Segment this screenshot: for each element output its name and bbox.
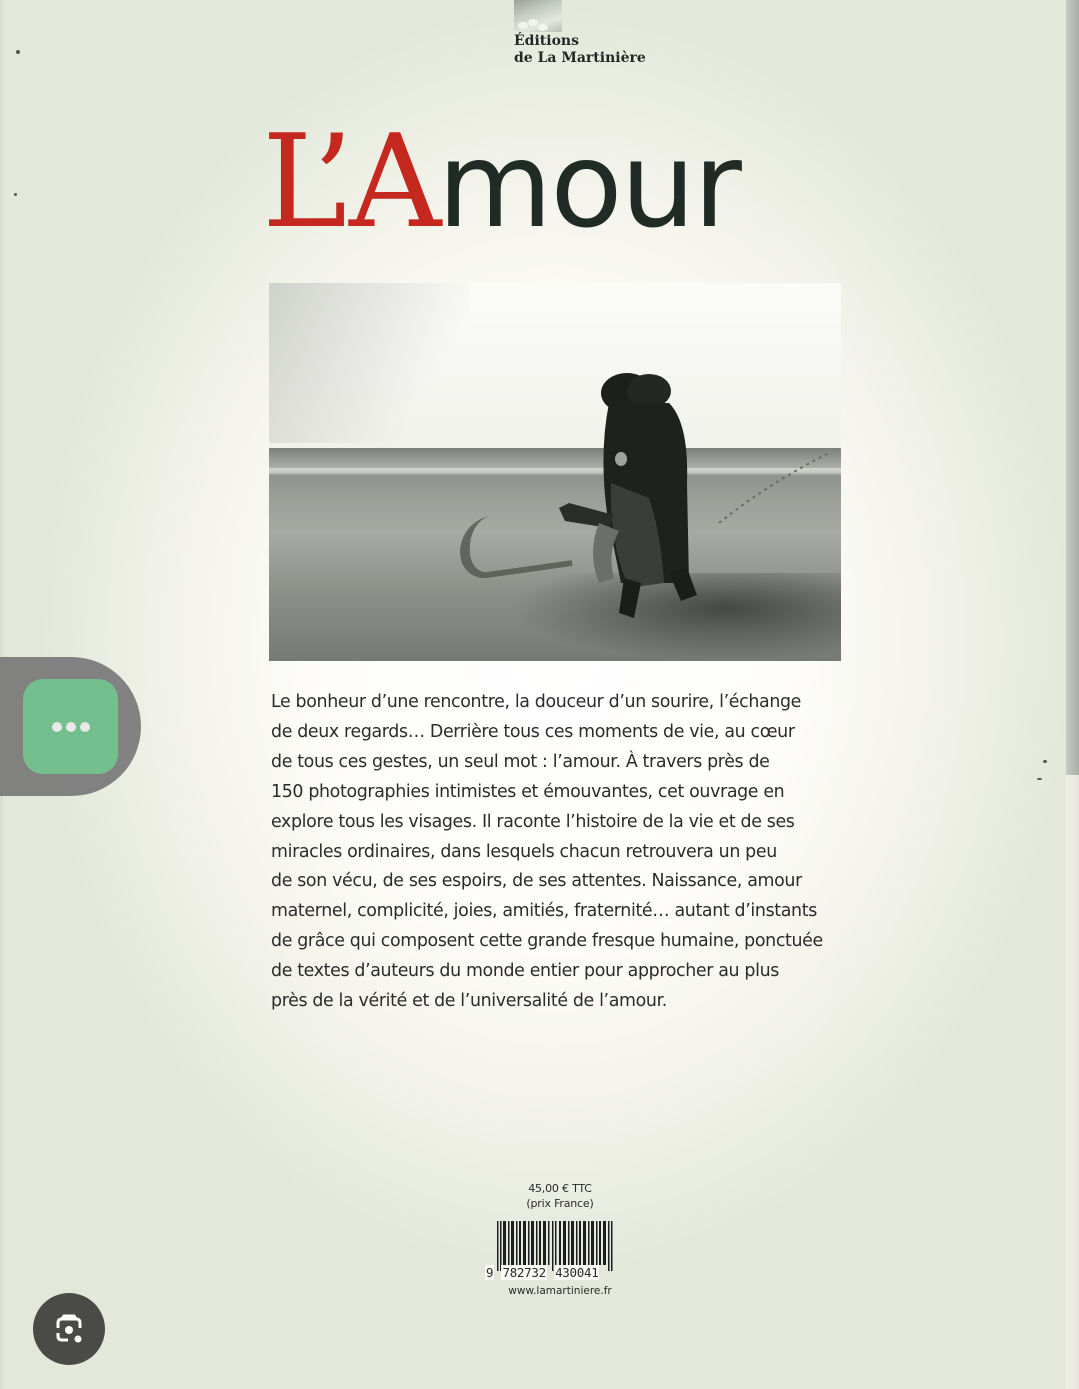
dust-speck [16, 50, 20, 54]
blurb-line: de grâce qui composent cette grande fresque humaine, ponctuée [271, 931, 823, 952]
isbn-group1: 782732 [502, 1265, 546, 1280]
more-options-button[interactable] [23, 679, 118, 774]
blurb-line: explore tous les visages. Il raconte l’histoire de la vie et de ses [271, 811, 795, 832]
blurb-line: de textes d’auteurs du monde entier pour approcher au plus [271, 961, 779, 982]
title-green-part: mour [437, 116, 740, 254]
price-note: (prix France) [526, 1197, 594, 1210]
price-block [480, 1181, 640, 1211]
publisher-name-line1: Éditions [514, 33, 579, 49]
publisher-logo [514, 0, 562, 32]
publisher-website: www.lamartiniere.fr [508, 1285, 612, 1297]
blurb-line: près de la vérité et de l’universalité de l’amour. [271, 991, 667, 1012]
cover-right-edge [1066, 775, 1079, 1389]
blurb-line: 150 photographies intimistes et émouvantes, cet ouvrage en [271, 781, 785, 802]
blurb-line: maternel, complicité, joies, amitiés, fraternité… autant d’instants [271, 901, 817, 922]
more-horizontal-icon [52, 722, 62, 732]
isbn-number [485, 1265, 625, 1280]
price-amount: 45,00 € TTC [528, 1182, 592, 1195]
blurb-line: Le bonheur d’une rencontre, la douceur d’un sourire, l’échange [271, 692, 802, 712]
cover-photo [269, 283, 841, 661]
isbn-barcode [495, 1221, 617, 1271]
blurb-line: de son vécu, de ses espoirs, de ses attentes. Naissance, amour [271, 871, 802, 892]
dust-speck [1043, 760, 1047, 763]
back-cover-blurb [271, 688, 846, 1017]
dust-speck [1037, 778, 1042, 780]
publisher-name [514, 33, 714, 67]
blurb-line: de deux regards… Derrière tous ces moments de vie, au cœur [271, 721, 795, 742]
book-title [262, 108, 740, 258]
cover-spine-shadow [1066, 0, 1079, 775]
blurb-line: miracles ordinaires, dans lesquels chacun retrouvera un peu [271, 841, 777, 862]
dust-speck [14, 193, 17, 196]
isbn-first-digit: 9 [486, 1265, 494, 1280]
title-red-part: L’A [262, 108, 438, 257]
google-lens-icon [50, 1310, 88, 1348]
more-horizontal-icon-dot [66, 722, 76, 732]
publisher-name-line2: de La Martinière [514, 50, 646, 66]
isbn-group2: 430041 [555, 1265, 599, 1280]
couple-silhouette [269, 283, 841, 661]
blurb-line: de tous ces gestes, un seul mot : l’amour. À travers près de [271, 751, 770, 772]
google-lens-button[interactable] [33, 1293, 105, 1365]
more-horizontal-icon-dot [80, 722, 90, 732]
